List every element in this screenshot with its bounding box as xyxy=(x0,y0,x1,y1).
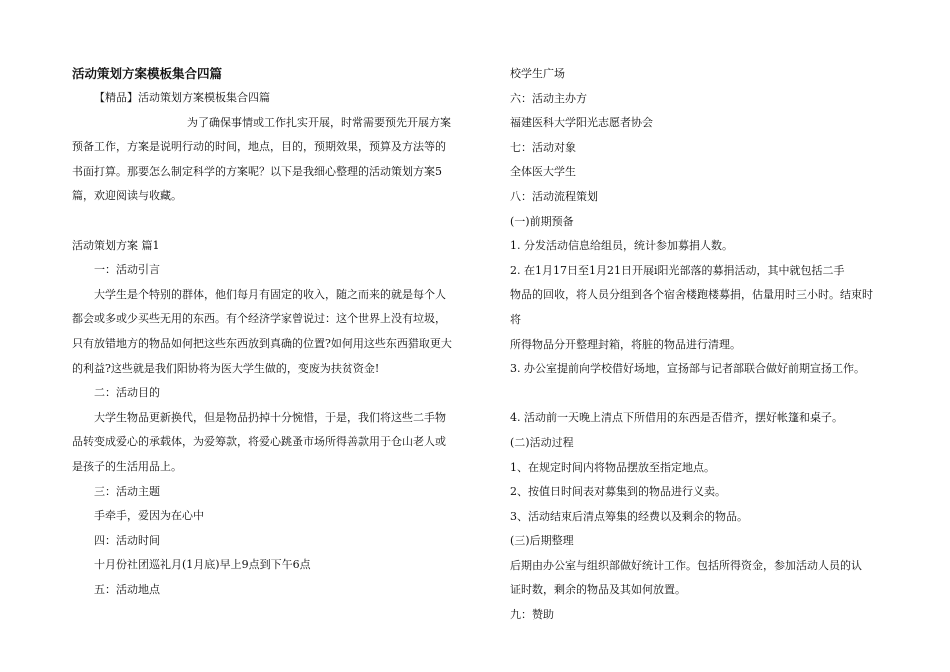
organizer-text: 福建医科大学阳光志愿者协会 xyxy=(510,116,653,130)
heading-location: 五：活动地点 xyxy=(94,582,160,596)
subheading-followup: (三)后期整理 xyxy=(510,534,574,548)
subheading-preparation: (一)前期预备 xyxy=(510,214,574,228)
paragraph-line: 是孩子的生活用品上。 xyxy=(72,459,182,473)
list-item: 1. 分发活动信息给组员，统计参加募捐人数。 xyxy=(510,239,733,253)
list-item: 2、按值日时间表对募集到的物品进行义卖。 xyxy=(510,485,726,499)
heading-theme: 三：活动主题 xyxy=(94,484,160,498)
heading-audience: 七：活动对象 xyxy=(510,140,576,154)
list-item: 3. 办公室提前向学校借好场地，宣扬部与记者部联合做好前期宣扬工作。 xyxy=(510,362,865,376)
blank-line xyxy=(510,382,882,407)
paragraph-line: 后期由办公室与组织部做好统计工作。包括所得资金，参加活动人员的认 xyxy=(510,558,862,572)
paragraph-line: 都会或多或少买些无用的东西。有个经济学家曾说过：这个世界上没有垃圾， xyxy=(72,312,446,326)
subtitle: 【精品】活动策划方案模板集合四篇 xyxy=(94,91,270,104)
subheading-activity: (二)活动过程 xyxy=(510,435,574,449)
paragraph-line: 大学生是个特别的群体，他们每月有固定的收入，随之而来的就是每个人 xyxy=(94,287,446,301)
audience-text: 全体医大学生 xyxy=(510,165,576,179)
intro-line: 篇，欢迎阅读与收藏。 xyxy=(72,189,182,203)
heading-introduction: 一：活动引言 xyxy=(94,263,160,277)
right-column xyxy=(510,62,882,628)
time-text: 十月份社团巡礼月(1月底)早上9点到下午6点 xyxy=(94,558,311,572)
intro-line: 书面打算。那要怎么制定科学的方案呢？以下是我细心整理的活动策划方案5 xyxy=(72,164,442,178)
list-item: 2. 在1月17日至1月21日开展i阳光部落的募捐活动，其中就包括二手 xyxy=(510,263,845,277)
heading-organizer: 六：活动主办方 xyxy=(510,91,587,105)
heading-purpose: 二：活动目的 xyxy=(94,386,160,400)
list-item-continued: 物品的回收，将人员分组到各个宿舍楼跑楼募捐，估量用时三小时。结束时将 xyxy=(510,288,873,326)
section-heading: 活动策划方案 篇1 xyxy=(72,238,160,252)
heading-time: 四：活动时间 xyxy=(94,533,160,547)
heading-process: 八：活动流程策划 xyxy=(510,189,598,203)
list-item: 3、活动结束后清点筹集的经费以及剩余的物品。 xyxy=(510,509,748,523)
paragraph-line: 的利益?这些就是我们阳协将为医大学生做的，变废为扶贫资金! xyxy=(72,361,380,375)
document-title: 活动策划方案模板集合四篇 xyxy=(72,66,223,81)
intro-line: 为了确保事情或工作扎实开展，时常需要预先开展方案 xyxy=(187,115,451,129)
left-column xyxy=(72,62,460,602)
blank-line xyxy=(72,209,460,234)
location-text: 校学生广场 xyxy=(510,67,565,80)
heading-sponsorship: 九：赞助 xyxy=(510,608,554,622)
paragraph-line: 品转变成爱心的承载体，为爱筹款，将爱心跳蚤市场所得善款用于仓山老人或 xyxy=(72,435,446,449)
paragraph-line: 大学生物品更新换代，但是物品扔掉十分惋惜，于是，我们将这些二手物 xyxy=(94,410,446,424)
paragraph-line: 只有放错地方的物品如何把这些东西放到真确的位置?如何用这些东西猎取更大 xyxy=(72,336,452,350)
theme-text: 手牵手，爱因为在心中 xyxy=(94,509,204,523)
list-item: 4. 活动前一天晚上清点下所借用的东西是否借齐，摆好帐篷和桌子。 xyxy=(510,411,843,425)
paragraph-line: 证时数，剩余的物品及其如何放置。 xyxy=(510,583,686,597)
intro-line: 预备工作，方案是说明行动的时间，地点，目的，预期效果，预算及方法等的 xyxy=(72,140,446,154)
list-item-continued: 所得物品分开整理封箱，将脏的物品进行清理。 xyxy=(510,337,741,351)
list-item: 1、在规定时间内将物品摆放至指定地点。 xyxy=(510,460,715,474)
